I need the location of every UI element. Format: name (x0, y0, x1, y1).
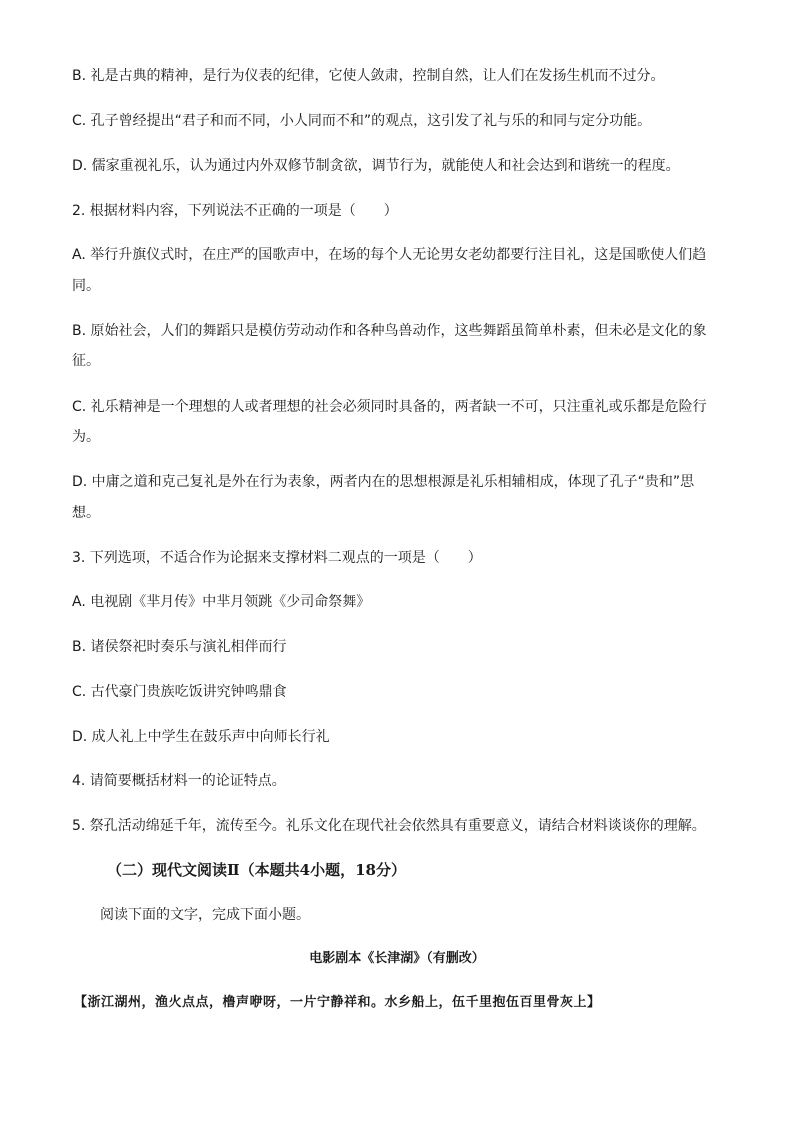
question-2-stem: 2. 根据材料内容，下列说法不正确的一项是（ ） (72, 203, 398, 219)
option-c-line: C. 孔子曾经提出“君子和而不同，小人同而不和”的观点，这引发了礼与乐的和同与定分功能。 (72, 113, 652, 129)
question-3-stem: 3. 下列选项，不适合作为论据来支撑材料二观点的一项是（ ） (72, 550, 482, 566)
section-heading: （二）现代文阅读Ⅱ（本题共4小题，18分） (107, 861, 406, 879)
reading-instruction: 阅读下面的文字，完成下面小题。 (100, 907, 310, 923)
option-d-line: D. 儒家重视礼乐，认为通过内外双修节制贪欲，调节行为，就能使人和社会达到和谐统一的程度。 (72, 158, 680, 174)
q2-option-b-line1: B. 原始社会，人们的舞蹈只是模仿劳动动作和各种鸟兽动作，这些舞蹈虽简单朴素，但未必是文化的象 (72, 323, 707, 339)
q3-option-c: C. 古代豪门贵族吃饭讲究钟鸣鼎食 (72, 684, 287, 700)
q3-option-d: D. 成人礼上中学生在鼓乐声中向师长行礼 (72, 729, 330, 745)
q3-option-a: A. 电视剧《芈月传》中芈月领跳《少司命祭舞》 (72, 594, 371, 610)
stage-direction: 【浙江湖州，渔火点点，橹声咿呀，一片宁静祥和。水乡船上，伍千里抱伍百里骨灰上】 (74, 995, 601, 1010)
option-b-line: B. 礼是古典的精神，是行为仪表的纪律，它使人敛肃，控制自然，让人们在发扬生机而不过分。 (72, 68, 665, 84)
script-title: 电影剧本《长津湖》（有删改） (309, 951, 485, 966)
q2-option-d-line2: 想。 (72, 505, 100, 521)
q2-option-c-line1: C. 礼乐精神是一个理想的人或者理想的社会必须同时具备的，两者缺一不可，只注重礼或乐都是危险行 (72, 399, 707, 415)
q2-option-a-line2: 同。 (72, 278, 100, 294)
q3-option-b: B. 诸侯祭祀时奏乐与演礼相伴而行 (72, 639, 287, 655)
q2-option-b-line2: 征。 (72, 353, 100, 369)
q2-option-a-line1: A. 举行升旗仪式时，在庄严的国歌声中，在场的每个人无论男女老幼都要行注目礼，这是国歌使人们趋 (72, 247, 707, 263)
q2-option-d-line1: D. 中庸之道和克己复礼是外在行为表象，两者内在的思想根源是礼乐相辅相成，体现了孔子“贵和”思 (72, 474, 695, 490)
question-4: 4. 请简要概括材料一的论证特点。 (72, 773, 286, 789)
question-5: 5. 祭孔活动绵延千年，流传至今。礼乐文化在现代社会依然具有重要意义，请结合材料谈谈你的理解。 (72, 818, 706, 834)
q2-option-c-line2: 为。 (72, 429, 100, 445)
